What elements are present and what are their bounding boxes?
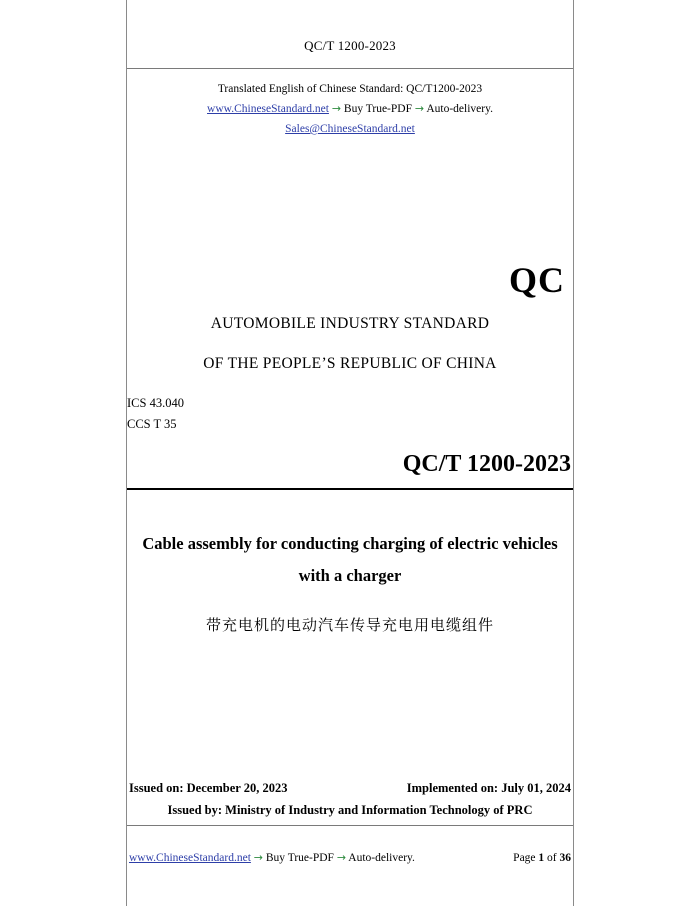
issued-on-date: Issued on: December 20, 2023 — [129, 781, 288, 795]
promo-line-purchase — [127, 99, 573, 119]
title-english-line-2: with a charger — [298, 566, 402, 585]
arrow-icon: → — [253, 851, 263, 864]
standard-number: QC/T 1200-2023 — [402, 451, 571, 477]
footer-divider — [127, 825, 573, 826]
promo-line-translated: Translated English of Chinese Standard: QC/T1200-2023 — [217, 83, 483, 95]
issuing-authority: Issued by: Ministry of Industry and Information Technology of PRC — [167, 803, 533, 817]
promo-block — [127, 79, 573, 139]
promo-email-link[interactable]: Sales@ChineseStandard.net — [285, 123, 415, 135]
promo-delivery-text: Auto-delivery. — [426, 103, 493, 115]
page-total: 36 — [559, 852, 571, 864]
footer-buy-text: Buy True-PDF — [265, 852, 334, 864]
qc-logo-mark: QC — [509, 260, 565, 300]
header-divider — [127, 68, 573, 69]
standard-title-chinese: 带充电机的电动汽车传导充电用电缆组件 — [205, 616, 494, 634]
arrow-icon: → — [336, 851, 347, 864]
page-footer — [127, 851, 573, 864]
page-of-label: of — [547, 852, 557, 864]
arrow-icon: → — [331, 102, 342, 115]
running-head: QC/T 1200-2023 — [304, 38, 396, 53]
arrow-icon: → — [414, 102, 425, 115]
promo-website-link[interactable]: www.ChineseStandard.net — [207, 103, 329, 115]
page-content — [127, 0, 573, 906]
standard-title-english — [127, 528, 573, 592]
organization-line-1: AUTOMOBILE INDUSTRY STANDARD — [210, 315, 490, 332]
issue-dates-row — [127, 781, 573, 796]
promo-buy-text: Buy True-PDF — [343, 103, 412, 115]
page-number-indicator — [513, 852, 571, 864]
title-english-line-1: Cable assembly for conducting charging of electric vehicles — [142, 534, 558, 553]
title-divider — [127, 488, 573, 490]
footer-promo — [129, 851, 415, 864]
ics-code: ICS 43.040 — [127, 396, 184, 410]
ccs-code: CCS T 35 — [127, 417, 177, 431]
implemented-on-date: Implemented on: July 01, 2024 — [406, 781, 571, 795]
promo-line-email — [127, 119, 573, 139]
organization-line-2: OF THE PEOPLE’S REPUBLIC OF CHINA — [203, 355, 497, 372]
classification-block — [127, 393, 573, 435]
page-frame-right-rule — [573, 0, 574, 906]
page-current: 1 — [538, 852, 545, 864]
footer-delivery-text: Auto-delivery. — [348, 852, 415, 864]
footer-website-link[interactable]: www.ChineseStandard.net — [129, 852, 251, 864]
page-label: Page — [513, 852, 536, 864]
